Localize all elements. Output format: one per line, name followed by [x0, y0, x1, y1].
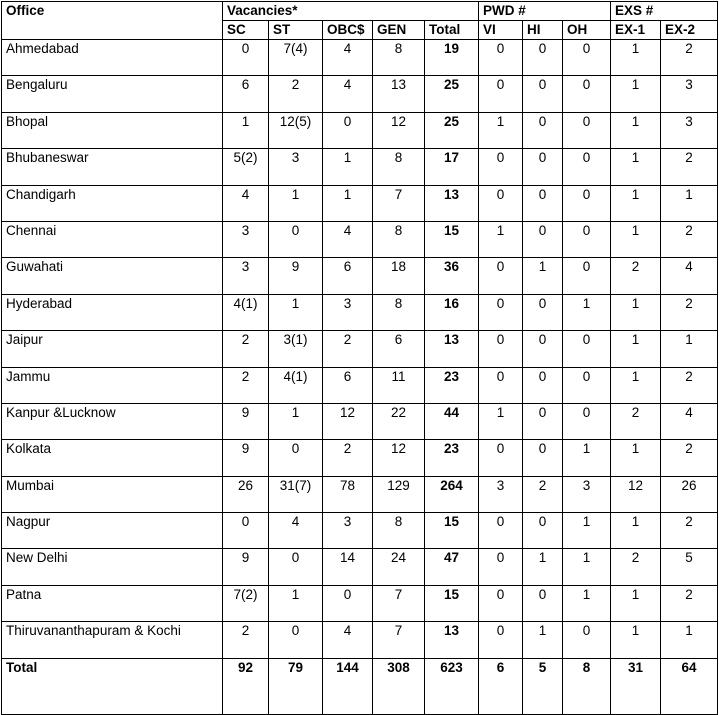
cell-hi: 0 — [523, 585, 563, 621]
office-header: Office — [2, 2, 223, 40]
col-header-sc: SC — [223, 21, 269, 40]
cell-hi: 0 — [523, 403, 563, 439]
table-row — [2, 331, 718, 367]
cell-vi: 0 — [479, 185, 523, 221]
cell-total: 17 — [425, 149, 479, 185]
cell-gen: 24 — [373, 549, 425, 585]
cell-vi: 0 — [479, 549, 523, 585]
cell-office: Ahmedabad — [2, 40, 223, 76]
cell-ex2: 4 — [661, 403, 718, 439]
cell-hi: 1 — [523, 549, 563, 585]
cell-st: 0 — [269, 622, 323, 658]
cell-hi: 0 — [523, 185, 563, 221]
cell-gen: 22 — [373, 403, 425, 439]
cell-office: Total — [2, 658, 223, 714]
cell-oh: 1 — [563, 294, 611, 330]
cell-oh: 0 — [563, 149, 611, 185]
table-row — [2, 40, 718, 76]
cell-st: 79 — [269, 658, 323, 714]
cell-ex2: 2 — [661, 40, 718, 76]
cell-gen: 13 — [373, 76, 425, 112]
cell-office: Hyderabad — [2, 294, 223, 330]
table-row — [2, 221, 718, 257]
cell-ex1: 2 — [611, 403, 661, 439]
cell-ex1: 1 — [611, 585, 661, 621]
cell-total: 23 — [425, 367, 479, 403]
cell-gen: 129 — [373, 476, 425, 512]
cell-ex2: 2 — [661, 440, 718, 476]
vacancies-header: Vacancies* — [223, 2, 479, 21]
cell-sc: 2 — [223, 331, 269, 367]
cell-st: 1 — [269, 294, 323, 330]
cell-vi: 0 — [479, 149, 523, 185]
cell-vi: 0 — [479, 294, 523, 330]
cell-hi: 0 — [523, 221, 563, 257]
total-row — [2, 658, 718, 714]
cell-sc: 7(2) — [223, 585, 269, 621]
cell-gen: 7 — [373, 622, 425, 658]
table-row — [2, 258, 718, 294]
cell-obc: 4 — [323, 76, 373, 112]
cell-oh: 8 — [563, 658, 611, 714]
cell-gen: 8 — [373, 149, 425, 185]
cell-ex1: 1 — [611, 622, 661, 658]
cell-office: Nagpur — [2, 513, 223, 549]
cell-ex2: 5 — [661, 549, 718, 585]
cell-hi: 1 — [523, 258, 563, 294]
cell-obc: 14 — [323, 549, 373, 585]
cell-office: Patna — [2, 585, 223, 621]
cell-gen: 8 — [373, 513, 425, 549]
cell-obc: 3 — [323, 513, 373, 549]
cell-st: 0 — [269, 549, 323, 585]
cell-obc: 0 — [323, 112, 373, 148]
cell-ex1: 2 — [611, 549, 661, 585]
cell-obc: 4 — [323, 221, 373, 257]
table-row — [2, 440, 718, 476]
cell-ex1: 1 — [611, 440, 661, 476]
cell-ex1: 1 — [611, 112, 661, 148]
cell-st: 9 — [269, 258, 323, 294]
col-header-ex2: EX-2 — [661, 21, 718, 40]
pwd-header: PWD # — [479, 2, 611, 21]
cell-oh: 1 — [563, 513, 611, 549]
cell-oh: 1 — [563, 585, 611, 621]
cell-sc: 6 — [223, 76, 269, 112]
cell-vi: 0 — [479, 585, 523, 621]
cell-ex2: 3 — [661, 76, 718, 112]
table-row — [2, 476, 718, 512]
cell-oh: 0 — [563, 403, 611, 439]
cell-ex1: 1 — [611, 221, 661, 257]
cell-oh: 0 — [563, 221, 611, 257]
cell-sc: 9 — [223, 440, 269, 476]
cell-gen: 8 — [373, 294, 425, 330]
cell-vi: 1 — [479, 112, 523, 148]
cell-oh: 0 — [563, 112, 611, 148]
cell-total: 15 — [425, 513, 479, 549]
cell-total: 19 — [425, 40, 479, 76]
cell-ex1: 1 — [611, 294, 661, 330]
cell-total: 44 — [425, 403, 479, 439]
cell-obc: 2 — [323, 440, 373, 476]
cell-hi: 0 — [523, 294, 563, 330]
cell-gen: 8 — [373, 40, 425, 76]
cell-ex2: 3 — [661, 112, 718, 148]
cell-oh: 0 — [563, 622, 611, 658]
cell-ex2: 1 — [661, 622, 718, 658]
cell-vi: 3 — [479, 476, 523, 512]
cell-obc: 144 — [323, 658, 373, 714]
cell-sc: 5(2) — [223, 149, 269, 185]
cell-hi: 0 — [523, 76, 563, 112]
cell-office: New Delhi — [2, 549, 223, 585]
cell-gen: 12 — [373, 440, 425, 476]
cell-gen: 18 — [373, 258, 425, 294]
cell-vi: 0 — [479, 367, 523, 403]
col-header-obc: OBC$ — [323, 21, 373, 40]
table-row — [2, 622, 718, 658]
cell-office: Mumbai — [2, 476, 223, 512]
cell-sc: 9 — [223, 549, 269, 585]
cell-ex1: 1 — [611, 513, 661, 549]
cell-ex2: 2 — [661, 221, 718, 257]
cell-st: 2 — [269, 76, 323, 112]
cell-hi: 0 — [523, 149, 563, 185]
cell-st: 12(5) — [269, 112, 323, 148]
cell-obc: 4 — [323, 622, 373, 658]
cell-oh: 0 — [563, 258, 611, 294]
cell-oh: 1 — [563, 440, 611, 476]
cell-sc: 3 — [223, 221, 269, 257]
cell-obc: 78 — [323, 476, 373, 512]
cell-obc: 4 — [323, 40, 373, 76]
table-row — [2, 149, 718, 185]
cell-obc: 12 — [323, 403, 373, 439]
table-row — [2, 294, 718, 330]
cell-st: 1 — [269, 585, 323, 621]
cell-vi: 0 — [479, 440, 523, 476]
cell-ex2: 64 — [661, 658, 718, 714]
cell-total: 15 — [425, 221, 479, 257]
cell-st: 1 — [269, 185, 323, 221]
cell-ex2: 26 — [661, 476, 718, 512]
cell-st: 31(7) — [269, 476, 323, 512]
cell-vi: 1 — [479, 403, 523, 439]
group-header-row — [2, 2, 718, 21]
cell-ex2: 1 — [661, 185, 718, 221]
cell-office: Chandigarh — [2, 185, 223, 221]
cell-obc: 3 — [323, 294, 373, 330]
cell-sc: 4 — [223, 185, 269, 221]
cell-obc: 2 — [323, 331, 373, 367]
cell-office: Chennai — [2, 221, 223, 257]
cell-ex1: 1 — [611, 149, 661, 185]
cell-sc: 0 — [223, 513, 269, 549]
table-row — [2, 112, 718, 148]
cell-oh: 0 — [563, 331, 611, 367]
cell-st: 7(4) — [269, 40, 323, 76]
cell-vi: 0 — [479, 513, 523, 549]
col-header-vi: VI — [479, 21, 523, 40]
cell-hi: 0 — [523, 367, 563, 403]
cell-office: Bengaluru — [2, 76, 223, 112]
cell-total: 25 — [425, 76, 479, 112]
cell-st: 0 — [269, 440, 323, 476]
cell-total: 36 — [425, 258, 479, 294]
table-row — [2, 549, 718, 585]
cell-total: 23 — [425, 440, 479, 476]
cell-ex2: 2 — [661, 585, 718, 621]
cell-hi: 0 — [523, 40, 563, 76]
cell-total: 16 — [425, 294, 479, 330]
cell-sc: 4(1) — [223, 294, 269, 330]
cell-ex1: 1 — [611, 40, 661, 76]
cell-oh: 0 — [563, 76, 611, 112]
cell-total: 13 — [425, 185, 479, 221]
cell-st: 4(1) — [269, 367, 323, 403]
cell-total: 264 — [425, 476, 479, 512]
cell-office: Guwahati — [2, 258, 223, 294]
cell-ex2: 2 — [661, 149, 718, 185]
cell-sc: 26 — [223, 476, 269, 512]
cell-office: Kolkata — [2, 440, 223, 476]
cell-vi: 1 — [479, 221, 523, 257]
cell-office: Jammu — [2, 367, 223, 403]
cell-ex1: 1 — [611, 331, 661, 367]
cell-office: Jaipur — [2, 331, 223, 367]
cell-st: 3 — [269, 149, 323, 185]
cell-gen: 7 — [373, 185, 425, 221]
cell-vi: 0 — [479, 40, 523, 76]
cell-office: Bhubaneswar — [2, 149, 223, 185]
col-header-st: ST — [269, 21, 323, 40]
cell-obc: 1 — [323, 149, 373, 185]
cell-ex2: 2 — [661, 367, 718, 403]
cell-office: Kanpur &Lucknow — [2, 403, 223, 439]
cell-office: Thiruvananthapuram & Kochi — [2, 622, 223, 658]
cell-office: Bhopal — [2, 112, 223, 148]
col-header-total: Total — [425, 21, 479, 40]
cell-hi: 2 — [523, 476, 563, 512]
cell-vi: 0 — [479, 76, 523, 112]
cell-ex1: 1 — [611, 76, 661, 112]
cell-sc: 92 — [223, 658, 269, 714]
cell-obc: 6 — [323, 367, 373, 403]
exs-header: EXS # — [611, 2, 718, 21]
cell-ex2: 2 — [661, 513, 718, 549]
cell-sc: 9 — [223, 403, 269, 439]
cell-ex1: 1 — [611, 367, 661, 403]
cell-vi: 6 — [479, 658, 523, 714]
cell-st: 4 — [269, 513, 323, 549]
table-body — [2, 40, 718, 715]
table-row — [2, 76, 718, 112]
cell-oh: 1 — [563, 549, 611, 585]
cell-ex1: 12 — [611, 476, 661, 512]
vacancy-table — [1, 1, 718, 715]
cell-oh: 3 — [563, 476, 611, 512]
cell-total: 15 — [425, 585, 479, 621]
cell-sc: 3 — [223, 258, 269, 294]
cell-hi: 0 — [523, 440, 563, 476]
cell-oh: 0 — [563, 185, 611, 221]
cell-total: 47 — [425, 549, 479, 585]
cell-sc: 2 — [223, 622, 269, 658]
cell-gen: 8 — [373, 221, 425, 257]
cell-oh: 0 — [563, 40, 611, 76]
cell-total: 13 — [425, 331, 479, 367]
cell-gen: 7 — [373, 585, 425, 621]
table-row — [2, 185, 718, 221]
cell-gen: 308 — [373, 658, 425, 714]
cell-vi: 0 — [479, 331, 523, 367]
cell-ex1: 31 — [611, 658, 661, 714]
cell-total: 25 — [425, 112, 479, 148]
table-row — [2, 403, 718, 439]
cell-vi: 0 — [479, 258, 523, 294]
cell-obc: 0 — [323, 585, 373, 621]
cell-hi: 0 — [523, 112, 563, 148]
cell-hi: 1 — [523, 622, 563, 658]
col-header-oh: OH — [563, 21, 611, 40]
cell-ex1: 1 — [611, 185, 661, 221]
col-header-hi: HI — [523, 21, 563, 40]
cell-hi: 5 — [523, 658, 563, 714]
cell-gen: 12 — [373, 112, 425, 148]
cell-st: 3(1) — [269, 331, 323, 367]
cell-st: 0 — [269, 221, 323, 257]
cell-hi: 0 — [523, 331, 563, 367]
cell-st: 1 — [269, 403, 323, 439]
col-header-ex1: EX-1 — [611, 21, 661, 40]
cell-oh: 0 — [563, 367, 611, 403]
table-row — [2, 585, 718, 621]
cell-ex2: 4 — [661, 258, 718, 294]
cell-sc: 2 — [223, 367, 269, 403]
cell-gen: 11 — [373, 367, 425, 403]
cell-sc: 1 — [223, 112, 269, 148]
cell-total: 13 — [425, 622, 479, 658]
col-header-gen: GEN — [373, 21, 425, 40]
cell-sc: 0 — [223, 40, 269, 76]
table-row — [2, 367, 718, 403]
cell-obc: 6 — [323, 258, 373, 294]
cell-gen: 6 — [373, 331, 425, 367]
table-row — [2, 513, 718, 549]
cell-hi: 0 — [523, 513, 563, 549]
cell-ex2: 2 — [661, 294, 718, 330]
cell-total: 623 — [425, 658, 479, 714]
cell-obc: 1 — [323, 185, 373, 221]
cell-ex1: 2 — [611, 258, 661, 294]
cell-ex2: 1 — [661, 331, 718, 367]
cell-vi: 0 — [479, 622, 523, 658]
